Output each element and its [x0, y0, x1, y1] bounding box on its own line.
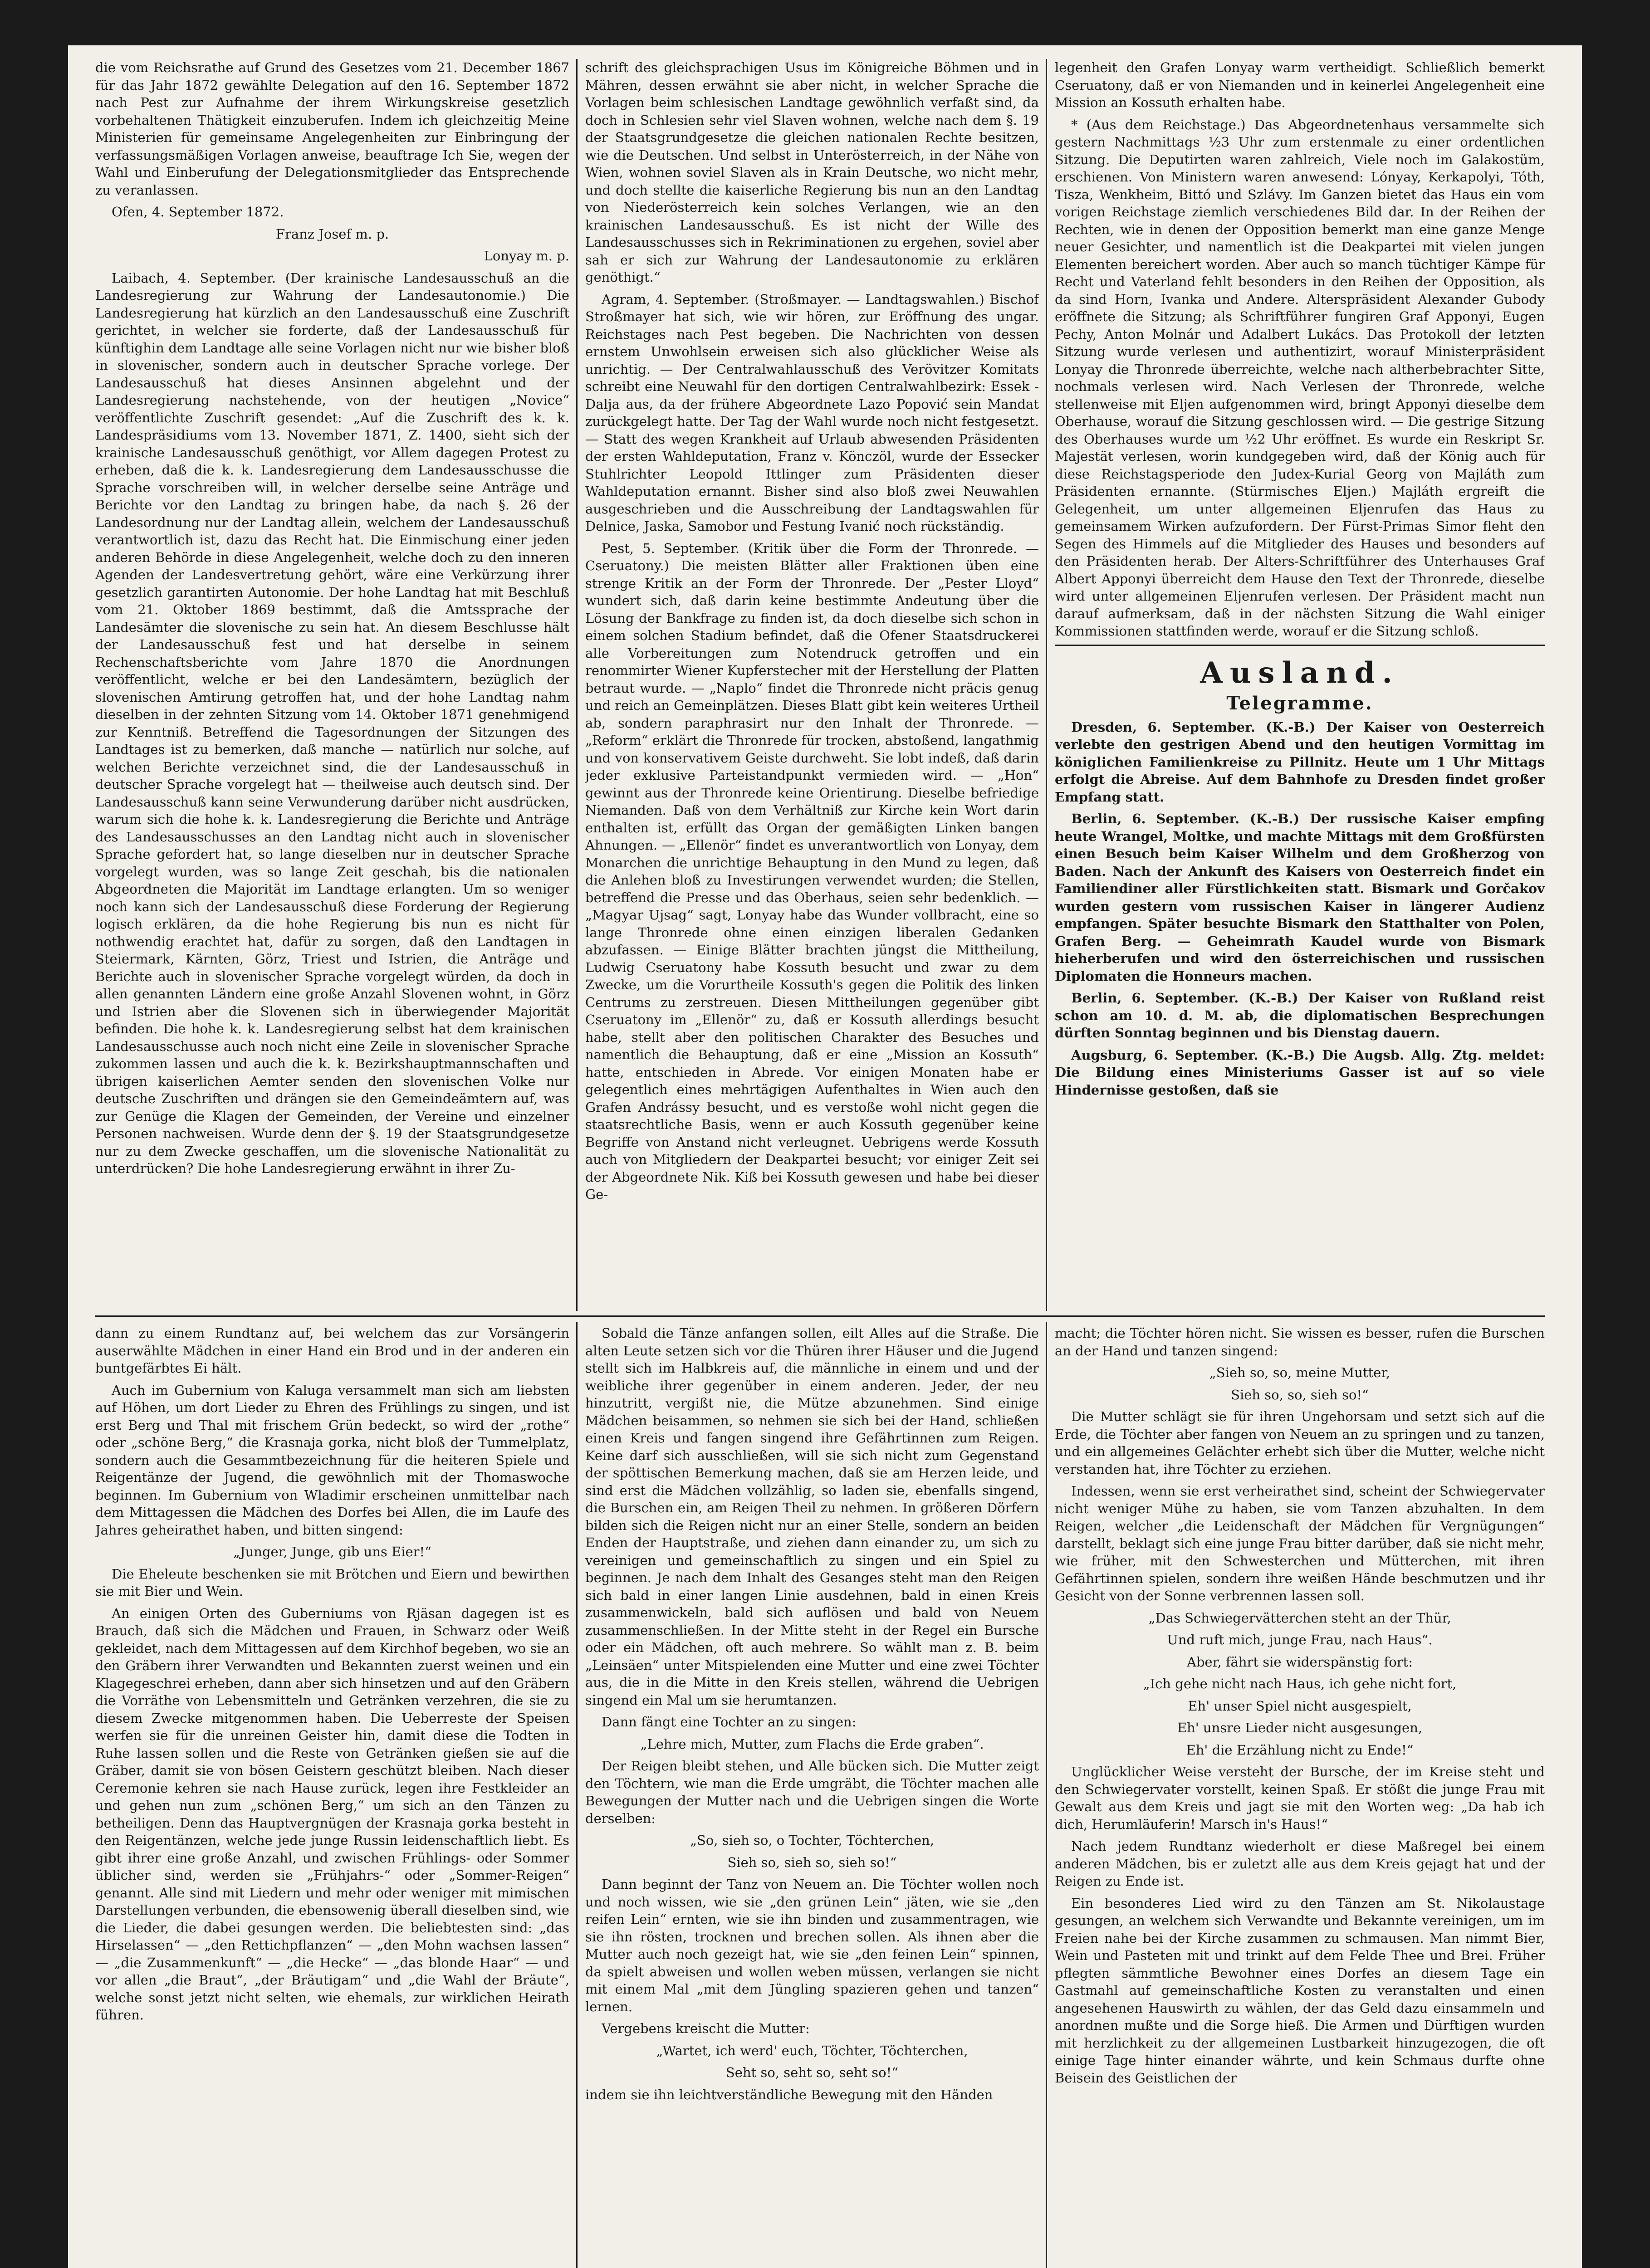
paragraph: Sieh so, so, sieh so!“ — [1231, 1387, 1369, 1403]
column-divider — [576, 1322, 578, 2268]
paragraph: Dresden, 6. September. (K.-B.) Der Kaiser von Oesterreich verlebte den gestrigen Abend und den heutigen Vormittag im königlichen Familienkreise zu Pillnitz. Heute um 1 Uhr Mittags erfolgt die Abreise. Auf dem Bahnhofe zu Dresden findet großer Empfang statt. — [1055, 719, 1545, 805]
paragraph: „Das Schwiegervätterchen steht an der Thür, — [1148, 1610, 1451, 1626]
paragraph: „Sieh so, so, meine Mutter, — [1209, 1365, 1391, 1380]
paragraph: An einigen Orten des Guberniums von Rjäsan dagegen ist es Brauch, daß sich die Mädchen und Frauen, in Schwarz oder Weiß gekleidet, nach dem Mittagessen auf dem Kirchhof begeben, wo sie an den Gräbern ihrer Verwandten und Bekannten zuerst weinen und ein Klagegeschrei erheben, dann aber sich hinsetzen und auf den Gräbern die Vorräthe von Lebensmitteln und Getränken verzehren, die sie zu diesem Zwecke mitgenommen haben. Die Ueberreste der Speisen werfen sie für die unreinen Geister hin, damit diese die Todten in Ruhe lassen sollen und die Reste von Getränken gießen sie auf die Gräber, damit sie von bösen Geistern geschützt bleiben. Nach dieser Ceremonie kehren sie nach Hause zurück, legen ihre Festkleider an und gehen nun zum „schönen Berg,“ um sich an den Tänzen zu betheiligen. Denn das Hauptvergnügen der Krasnaja gorka besteht in den Reigentänzen, welche jede junge Russin leidenschaftlich liebt. Es gibt ihrer eine große Anzahl, und zwischen Frühlings- oder Sommer üblicher sind, werden sie „Frühjahrs-“ oder „Sommer-Reigen“ genannt. Alle sind mit Liedern und mehr oder weniger mit mimischen Darstellungen verbunden, die ebensowenig überall dieselben sind, wie die Lieder, die dabei gesungen werden. Die beliebtesten sind: „das Hirselassen“ — „den Rettichpflanzen“ — „den Mohn wachsen lassen“ — „die Zusammenkunft“ — „die Hecke“ — „das blonde Haar“ — und vor allen „die Braut“, „der Bräutigam“ und „die Wahl der Bräute“, welche sonst jetzt nicht selten, wie ehemals, zur wirklichen Heirath führen. — [95, 1605, 569, 2023]
paragraph: Der Reigen bleibt stehen, und Alle bücken sich. Die Mutter zeigt den Töchtern, wie man die Erde umgräbt, die Töchter machen alle Bewegungen der Mutter nach und die Uebrigen singen die Worte derselben: — [585, 1758, 1039, 1826]
paragraph: legenheit den Grafen Lonyay warm vertheidigt. Schließlich bemerkt Cseruatony, daß er von Niemanden und in keinerlei Angelegenheit eine Mission an Kossuth erhalten habe. — [1055, 60, 1545, 110]
column-divider — [1046, 59, 1047, 1311]
paragraph: Augsburg, 6. September. (K.-B.) Die Augsb. Allg. Ztg. meldet: Die Bildung eines Ministeriums Gasser ist auf so viele Hindernisse gestoßen, daß sie — [1055, 1047, 1545, 1098]
paragraph: Die Mutter schlägt sie für ihren Ungehorsam und setzt sich auf die Erde, die Töchter aber fangen von Neuem an zu springen und zu tanzen, und ein allgemeines Gelächter erhebt sich über die Mutter, welche nicht verstanden hat, ihre Töchter zu erziehen. — [1055, 1409, 1545, 1477]
paragraph: „Junger, Junge, gib uns Eier!“ — [233, 1544, 431, 1559]
page-horizontal-rule — [95, 1315, 1545, 1317]
paragraph: Die Eheleute beschenken sie mit Brötchen und Eiern und bewirthen sie mit Bier und Wein. — [95, 1566, 569, 1599]
paragraph: Sobald die Tänze anfangen sollen, eilt Alles auf die Straße. Die alten Leute setzen sich vor die Thüren ihrer Häuser und die Jugend stellt sich im Halbkreis auf, die männliche in einem und und der weibliche ihrer gegenüber in einem anderen. Jeder, der neu hinzutritt, vergißt nie, die Mütze abzunehmen. Sind einige Mädchen beisammen, so nehmen sie sich bei der Hand, schließen einen Kreis und fangen singend ihre Gefährtinnen zum Reigen. Keine darf sich ausschließen, will sie sich nicht zum Gegenstand der spöttischen Bemerkung machen, daß sie am Herzen leide, und sind erst die Mädchen vollzählig, so laden sie, ebenfalls singend, die Burschen ein, am Reigen Theil zu nehmen. In größeren Dörfern bilden sich die Reigen nicht nur an einer Stelle, sondern an beiden Enden der Hauptstraße, und ziehen dann einander zu, um sich zu vereinigen und gemeinschaftlich zu singen und ein Spiel zu beginnen. Je nach dem Inhalt des Gesanges steht man den Reigen sich bald in einer langen Linie ausdehnen, bald in einen Kreis zusammenwickeln, bald sich auflösen und bald von Neuem zusammenschließen. In der Mitte steht in der Regel ein Bursche oder ein Mädchen, oft auch mehrere. So wählt man z. B. beim „Leinsäen“ unter Mitspielenden eine Mutter und eine zwei Töchter aus, die in die Mitte in den Kreis stellen, während die Uebrigen singend ein Mal um sie herumtanzen. — [585, 1325, 1039, 1708]
paragraph: Auch im Gubernium von Kaluga versammelt man sich am liebsten auf Höhen, um dort Lieder zu Ehren des Frühlings zu singen, und ist erst Berg und Thal mit frischem Grün bedeckt, so wird der „rothe“ oder „schöne Berg,“ die Krasnaja gorka, nicht bloß der Tummelplatz, sondern auch die Gesammtbezeichnung für die heiteren Spiele und Reigentänze der Jugend, die gewöhnlich mit der Thomaswoche beginnen. Im Gubernium von Wladimir erscheinen unmittelbar nach dem Mittagessen die Mädchen des Dorfes bei Allen, die im Laufe des Jahres geheirathet haben, und bitten singend: — [95, 1382, 569, 1538]
paragraph: Berlin, 6. September. (K.-B.) Der russische Kaiser empfing heute Wrangel, Moltke, und machte Mittags mit dem Großfürsten einen Besuch beim Kaiser Wilhelm und dem Großherzog von Baden. Nach der Ankunft des Kaisers von Oesterreich findet ein Familiendiner aller Fürstlichkeiten statt. Bismark und Gorčakov wurden gestern vom russischen Kaiser in längerer Audienz empfangen. Später besuchte Bismark den Statthalter von Polen, Grafen Berg. — Geheimrath Kaudel wurde von Bismark hieherberufen und wird den österreichischen und russischen Diplomaten die Honneurs machen. — [1055, 811, 1545, 984]
paragraph: „Ich gehe nicht nach Haus, ich gehe nicht fort, — [1143, 1676, 1457, 1691]
paragraph: Eh' unser Spiel nicht ausgespielt, — [1188, 1698, 1412, 1714]
paragraph: Lonyay m. p. — [484, 248, 569, 264]
paragraph: Agram, 4. September. (Stroßmayer. — Landtagswahlen.) Bischof Stroßmayer hat sich, wie wir hören, zur Eröffnung des ungar. Reichstages nach Pest begeben. Die Nachrichten von dessen ernstem Unwohlsein erweisen sich also glücklicher Weise als unrichtig. — Der Centralwahlausschuß des Verövitzer Komitats schreibt eine Neuwahl für den dortigen Centralwahlbezirk: Essek - Dalja aus, da der frühere Abgeordnete Lazo Popović sein Mandat zurückgelegt hatte. Der Tag der Wahl wurde noch nicht festgesetzt. — Statt des wegen Krankheit auf Urlaub abwesenden Präsidenten der ersten Wahldeputation, Franz v. Könczöl, wurde der Essecker Stuhlrichter Leopold Ittlinger zum Präsidenten dieser Wahldeputation ernannt. Bisher sind also bloß zwei Neuwahlen ausgeschrieben und die Ausschreibung der Landtagswahlen für Delnice, Jaska, Samobor und Festung Ivanić noch rückständig. — [585, 291, 1039, 534]
paragraph: Aber, fährt sie widerspänstig fort: — [1187, 1654, 1413, 1670]
column-2 — [585, 59, 1039, 1309]
column-divider — [576, 59, 578, 1311]
newspaper-page — [68, 45, 1582, 2268]
paragraph: schrift des gleichsprachigen Usus im Königreiche Böhmen und in Mähren, dessen erwähnt sie aber nicht, in welcher Sprache die Vorlagen beim schlesischen Landtage gewöhnlich verfaßt sind, da doch in Schlesien sehr viel Slaven wohnen, welche nach dem §. 19 der Staatsgrundgesetze die gleichen nationalen Rechte besitzen, wie die Deutschen. Und selbst in Unterösterreich, in der Nähe von Wien, wohnen soviel Slaven als in Krain Deutsche, wo nicht mehr, und doch stellte die kaiserliche Regierung bis nun an den Landtag von Niederösterreich kein solches Verlangen, wie an den krainischen Landesausschuß. Es ist nicht der Wille des Landesausschusses sich in Rekriminationen zu ergehen, soviel aber sah er sich zur Wahrung der Landesautonomie zu erklären genöthigt.“ — [585, 60, 1039, 285]
paragraph: Laibach, 4. September. (Der krainische Landesausschuß an die Landesregierung zur Wahrung der Landesautonomie.) Die Landesregierung hat kürzlich an den Landesausschuß eine Zuschrift gerichtet, in welcher sie forderte, daß der Landesausschuß für künftighin dem Landtage alle seine Vorlagen nicht nur wie bisher bloß in slovenischer, sondern auch in deutscher Sprache vorlege. Der Landesausschuß hat dieses Ansinnen abgelehnt und der Landesregierung nachstehende, von der heutigen „Novice“ veröffentlichte Zuschrift gesendet: „Auf die Zuschrift des k. k. Landespräsidiums vom 13. November 1871, Z. 1400, sieht sich der krainische Landesausschuß genöthigt, vor Allem dagegen Protest zu erheben, daß die k. k. Landesregierung dem Landesausschusse die Sprache vorschreiben will, in welcher derselbe seine Anträge und Berichte vor den Landtag zu bringen habe, da nach §. 26 der Landesordnung nur der Landtag allein, welchem der Landesausschuß verantwortlich ist, dazu das Recht hat. Die Einmischung einer jeden anderen Behörde in diese Angelegenheit, welche doch zu den inneren Agenden der Landesvertretung gehört, wäre eine Verkürzung ihrer gesetzlich garantirten Autonomie. Der hohe Landtag hat mit Beschluß vom 21. Oktober 1869 bestimmt, daß die Amtssprache der Landesämter die slovenische zu sein hat. An diesem Beschlusse hält der Landesausschuß fest und hat derselbe in seinem Rechenschaftsberichte vom Jahre 1870 die Anordnungen veröffentlicht, welche er bei den Landesämtern, bezüglich der slovenischen Amtirung getroffen hat, und der hohe Landtag nahm dieselben in der zehnten Sitzung vom 14. Oktober 1871 genehmigend zur Kenntniß. Betreffend die Tagesordnungen der Sitzungen des Landtages ist zu bemerken, daß manche — natürlich nur solche, auf welchen Berichte verzeichnet sind, die der Landesausschuß in deutscher Sprache vorgelegt hat — theilweise auch deutsch sind. Der Landesausschuß kann seine Verwunderung darüber nicht ausdrücken, warum sich die hohe k. k. Landesregierung die Berichte und Anträge des Landesausschusses an den Landtag nicht auch in slovenischer Sprache gefordert hat, so lange dieselben nur in deutscher Sprache vorgelegt wurden, was so lange Zeit geschah, bis die nationalen Abgeordneten die Majorität im Landtage erlangten. Um so weniger noch kann sich der Landesausschuß diese Forderung der Regierung logisch erklären, da die hohe Regierung bis nun es nicht für nothwendig erachtet hat, dafür zu sorgen, daß den Landtagen in Steiermark, Kärnten, Görz, Triest und Istrien, die Anträge und Berichte auch in slovenischer Sprache vorgelegt würden, da doch in allen genannten Ländern eine große Anzahl Slovenen wohnt, in Görz und Istrien aber die Slovenen sich in überwiegender Majorität befinden. Die hohe k. k. Landesregierung selbst hat dem krainischen Landesausschusse auch noch nicht eine Zeile in slovenischer Sprache zukommen lassen und auch die k. k. Bezirkshauptmannschaften und übrigen kaiserlichen Aemter senden den slovenischen Volke nur deutsche Zuschriften und drängen sie den Gemeindeämtern auf, was zur Genüge die Klagen der Gemeinden, der Vereine und einzelner Personen nachweisen. Wurde denn der §. 19 der Staatsgrundgesetze nur zu dem Zwecke geschaffen, um die slovenische Nationalität zu unterdrücken? Die hohe Landesregierung erwähnt in ihrer Zu- — [95, 270, 569, 1176]
paragraph: die vom Reichsrathe auf Grund des Gesetzes vom 21. December 1867 für das Jahr 1872 gewählte Delegation auf den 16. September 1872 nach Pest zur Aufnahme der ihrem Wirkungskreise gesetzlich vorbehaltenen Thätigkeit einzuberufen. Indem ich gleichzeitig Meine Ministerien für gemeinsame Angelegenheiten zur Einbringung der verfassungsmäßigen Vorlagen anweise, beauftrage Ich Sie, wegen der Wahl und Einberufung der Delegationsmitglieder das Entsprechende zu veranlassen. — [95, 60, 569, 198]
column-divider — [1046, 1322, 1047, 2268]
section-subtitle-telegramme: Telegramme. — [1226, 692, 1373, 714]
column-6 — [1055, 1325, 1545, 2268]
paragraph: macht; die Töchter hören nicht. Sie wissen es besser, rufen die Burschen an der Hand und tanzen singend: — [1055, 1325, 1545, 1359]
paragraph: Dann fängt eine Tochter an zu singen: — [602, 1714, 857, 1730]
paragraph: Berlin, 6. September. (K.-B.) Der Kaiser von Rußland reist schon am 10. d. M. ab, die diplomatischen Besprechungen dürften Sonntag beginnen und bis Dienstag dauern. — [1055, 990, 1545, 1041]
paragraph: Franz Josef m. p. — [275, 226, 389, 242]
paragraph: Eh' unsre Lieder nicht ausgesungen, — [1177, 1720, 1423, 1735]
paragraph: Eh' die Erzählung nicht zu Ende!“ — [1186, 1742, 1414, 1758]
paragraph: „Lehre mich, Mutter, zum Flachs die Erde graben“. — [640, 1736, 984, 1752]
paragraph: Nach jedem Rundtanz wiederholt er diese Maßregel bei einem anderen Mädchen, bis er zuletzt alle aus dem Kreis gejagt hat und der Reigen zu Ende ist. — [1055, 1838, 1545, 1889]
paragraph: Indessen, wenn sie erst verheirathet sind, scheint der Schwiegervater nicht weniger Mühe zu haben, sie vom Tanzen abzuhalten. In dem Reigen, welcher „die Leidenschaft der Mädchen für Vergnügungen“ darstellt, beklagt sich eine junge Frau bitter darüber, daß sie nicht mehr, wie früher, mit den Schwesterchen und Mütterchen, mit ihren Gefährtinnen spielen, sondern ihre weißen Hände beschmutzen und ihr Gesicht von der Sonne verbrennen lassen soll. — [1055, 1483, 1545, 1603]
paragraph: Unglücklicher Weise versteht der Bursche, der im Kreise steht und den Schwiegervater vorstellt, keinen Spaß. Er stößt die junge Frau mit Gewalt aus dem Kreis und jagt sie mit den Worten weg: „Da hab ich dich, Herumläuferin! Marsch in's Haus!“ — [1055, 1764, 1545, 1832]
paragraph: Ofen, 4. September 1872. — [112, 204, 284, 220]
paragraph: dann zu einem Rundtanz auf, bei welchem das zur Vorsängerin auserwählte Mädchen in einer Hand ein Brod und in der anderen ein buntgefärbtes Ei hält. — [95, 1325, 569, 1376]
section-title-ausland: Ausland. — [1200, 655, 1400, 690]
section-divider — [1055, 645, 1545, 646]
paragraph: Und ruft mich, junge Frau, nach Haus“. — [1167, 1632, 1433, 1647]
column-5 — [585, 1325, 1039, 2268]
paragraph: indem sie ihn leichtverständliche Bewegung mit den Händen — [585, 2087, 993, 2102]
paragraph: Dann beginnt der Tanz von Neuem an. Die Töchter wollen noch und noch wissen, wie sie „den grünen Lein“ jäten, wie sie „den reifen Lein“ ernten, wie sie ihn binden und zusammentragen, wie sie ihn rösten, trocknen und brechen sollen. Als ihnen aber die Mutter auch noch gezeigt hat, wie sie „den feinen Lein“ spinnen, da spielt abweisen und wollen weben müssen, verlangen sie nicht mit einem Mal „mit dem Jüngling spazieren gehen und tanzen“ lernen. — [585, 1877, 1039, 2014]
paragraph: „So, sieh so, o Tochter, Töchterchen, — [690, 1833, 935, 1848]
paragraph: Sieh so, sieh so, sieh so!“ — [727, 1854, 897, 1870]
column-1 — [95, 59, 569, 1309]
paragraph: * (Aus dem Reichstage.) Das Abgeordnetenhaus versammelte sich gestern Nachmittags ½3 Uhr zum erstenmale zu einer ordentlichen Sitzung. Die Deputirten waren zahlreich, Viele noch im Galakostüm, erschienen. Von Ministern waren anwesend: Lónyay, Kerkapolyi, Tóth, Tisza, Wenkheim, Bittó und Szlávy. Im Ganzen bietet das Haus ein vom vorigen Reichstage ziemlich verschiedenes Bild dar. In der Reihen der Rechten, wie in denen der Opposition bemerkt man eine ganze Menge neuer Gesichter, und namentlich ist die Deakpartei mit vielen jungen Elementen bereichert worden. Aber auch so manch tüchtiger Kämpe für Recht und Vaterland fehlt besonders in den Reihen der Opposition, als da sind Horn, Ivanka und Andere. Alterspräsident Alexander Gubody eröffnete die Sitzung; als Schriftführer fungiren Graf Apponyi, Eugen Pechy, Anton Molnár und Adalbert Lukács. Das Protokoll der letzten Sitzung wurde verlesen und authentizirt, worauf Ministerpräsident Lonyay die Thronrede überreichte, welche nach altherbebrachter Sitte, nochmals verlesen wird. Nach Verlesen der Thronrede, welche stellenweise mit Eljen aufgenommen wird, bringt Apponyi dieselbe dem Oberhause, worauf die Sitzung geschlossen wird. — Die gestrige Sitzung des Oberhauses wurde um ½2 Uhr eröffnet. Es wurde ein Reskript Sr. Majestät verlesen, worin kundgegeben wird, daß der König auch für diese Reichstagsperiode den Judex-Kurial Georg von Majláth zum Präsidenten ernannte. (Stürmisches Eljen.) Majláth ergreift die Gelegenheit, um unter allgemeinen Eljenrufen das Haus zu gemeinsamem Wirken aufzufordern. Der Fürst-Primas Simor fleht den Segen des Himmels auf die Mitglieder des Hauses und besonders auf den Präsidenten herab. Der Alters-Schriftführer des Unterhauses Graf Albert Apponyi überreicht dem Hause den Text der Thronrede, dieselbe wird unter allgemeinen Eljenrufen verlesen. Der Präsident macht nun darauf aufmerksam, daß in der nächsten Sitzung die Wahl einiger Kommissionen stattfinden werde, worauf er die Sitzung schloß. — [1055, 117, 1545, 639]
paragraph: Pest, 5. September. (Kritik über die Form der Thronrede. — Cseruatony.) Die meisten Blätter aller Fraktionen üben eine strenge Kritik an der Form der Thronrede. Der „Pester Lloyd“ wundert sich, daß darin keine bestimmte Andeutung über die Lösung der Bankfrage zu finden ist, da doch dieselbe sich schon in einem solchen Stadium befindet, daß die Ofener Staatsdruckerei alle Vorbereitungen zum Notendruck getroffen und ein renommirter Wiener Kupferstecher mit der Herstellung der Platten betraut wurde. — „Naplo“ findet die Thronrede nicht präcis genug und reich an Gemeinplätzen. Dieses Blatt gibt kein weiteres Urtheil ab, sondern paraphrasirt nur den Inhalt der Thronrede. — „Reform“ erklärt die Thronrede für trocken, abstoßend, langathmig und von konservativem Geiste durchweht. Sie lobt indeß, daß darin jeder exklusive Parteistandpunkt vermieden wird. — „Hon“ gewinnt aus der Thronrede keine Orientirung. Dieselbe befriedige Niemanden. Daß von dem Verhältniß zur Kirche kein Wort darin enthalten ist, erfüllt das Organ der gemäßigten Linken bangen Ahnungen. — „Ellenör“ findet es unverantwortlich von Lonyay, dem Monarchen die unrichtige Behauptung in den Mund zu legen, daß die Anlehen bloß zu Investirungen verwendet wurden; die Stellen, betreffend die Presse und das Oberhaus, seien sehr bedenklich. — „Magyar Ujsag“ sagt, Lonyay habe das Wunder vollbracht, eine so lange Thronrede ohne einen einzigen liberalen Gedanken abzufassen. — Einige Blätter brachten jüngst die Mittheilung, Ludwig Cseruatony habe Kossuth besucht und zwar zu dem Zwecke, um die Vorurtheile Kossuth's gegen die Politik des linken Centrums zu zerstreuen. Diesen Mittheilungen gegenüber gibt Cseruatony im „Ellenör“ zu, daß er Kossuth allerdings besucht habe, stellt aber den politischen Charakter des Besuches und namentlich die Behauptung, daß er eine „Mission an Kossuth“ hatte, entschieden in Abrede. Vor einigen Monaten habe er gelegentlich eines mehrtägigen Aufenthaltes in Wien auch den Grafen Andrássy besucht, und es verstoße wohl nicht gegen die staatsrechtliche Basis, wenn er auch Kossuth gegenüber keine Begriffe von Anstand nicht verleugnet. Uebrigens werde Kossuth auch von Mitgliedern der Deakpartei besucht; vor einiger Zeit sei der Abgeordnete Nik. Kiß bei Kossuth gewesen und habe bei dieser Ge- — [585, 540, 1039, 1202]
paragraph: Ein besonderes Lied wird zu den Tänzen am St. Nikolaustage gesungen, an welchem sich Verwandte und Bekannte vereinigen, um im Freien nahe bei der Kirche zusammen zu schmausen. Man nimmt Bier, Wein und Pasteten mit und trinkt auf dem Felde Thee und Brei. Früher pflegten sämmtliche Bewohner eines Dorfes an diesem Tage ein Gastmahl auf gemeinschaftliche Kosten zu veranstalten und einen angesehenen Hauswirth zu wählen, der das Geld dazu einsammeln und anordnen mußte und die Sorge hieß. Die Armen und Dürftigen wurden mit herzlichkeit zu der allgemeinen Lustbarkeit hinzugezogen, die oft einige Tage hinter einander währte, und kein Schmaus durfte ohne Beisein des Geistlichen der — [1055, 1895, 1545, 2086]
column-4 — [95, 1325, 569, 2268]
paragraph: „Wartet, ich werd' euch, Töchter, Töchterchen, — [656, 2043, 968, 2058]
paragraph: Vergebens kreischt die Mutter: — [602, 2021, 810, 2036]
paragraph: Seht so, seht so, seht so!“ — [725, 2065, 899, 2080]
column-3 — [1055, 59, 1545, 1309]
